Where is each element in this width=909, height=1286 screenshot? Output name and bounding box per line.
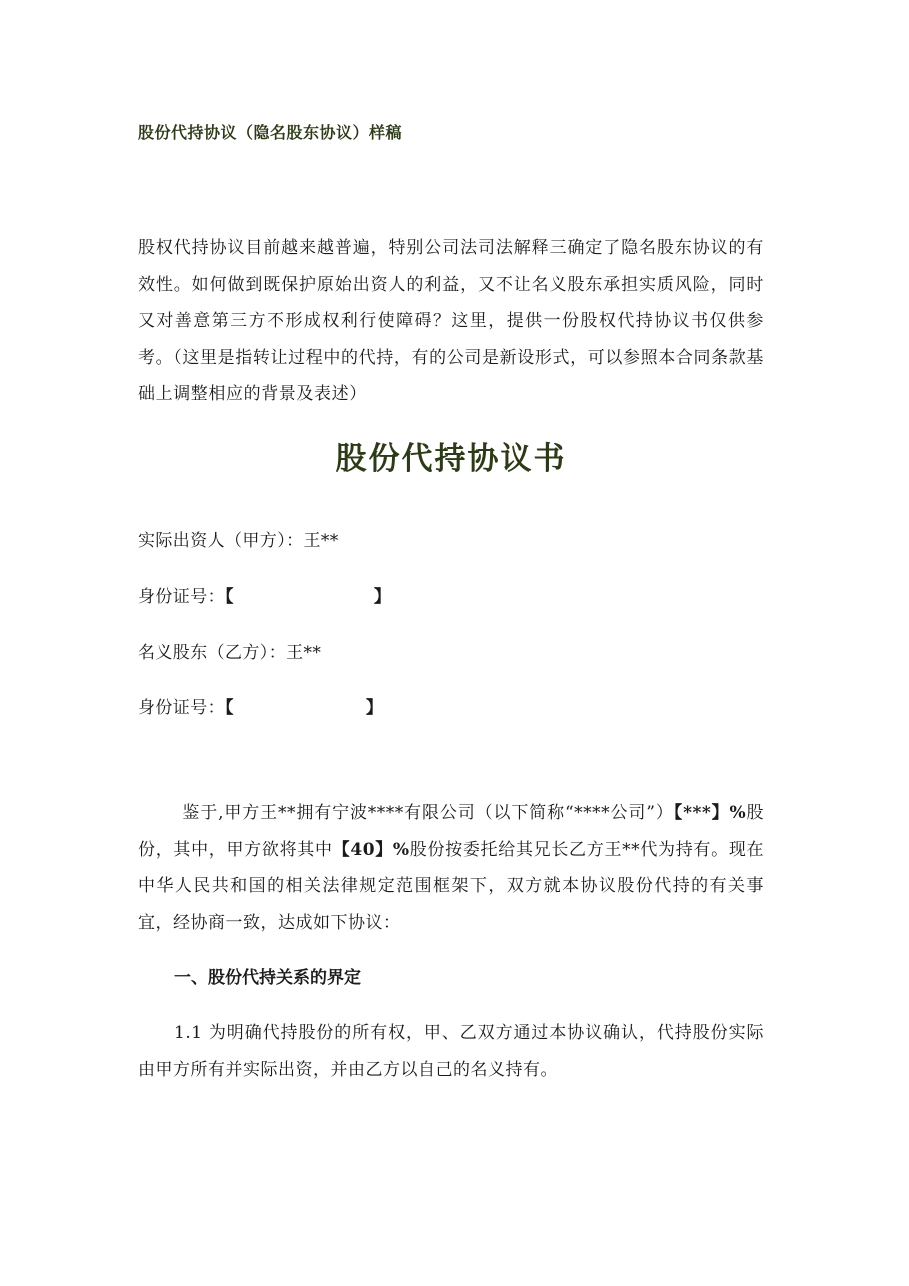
recital-paragraph bbox=[138, 795, 764, 941]
party-a-id-open: 【 bbox=[225, 587, 234, 607]
party-a-id-line bbox=[138, 582, 391, 607]
recital-part-1: 鉴于,甲方王**拥有宁波****有限公司（以下简称“****公司”） bbox=[182, 803, 674, 823]
party-a-line bbox=[138, 526, 339, 551]
party-b-id-line bbox=[138, 693, 383, 718]
recital-entrusted-ratio: 【40】% bbox=[332, 839, 410, 860]
recital-part-3: 股份按委托给其兄长乙方王**代为持有。现在中华人民共和国的相关法律规定范围框架下，双方就本协议股份代持的有关事宜，经协商一致，达成如下协议： bbox=[138, 839, 765, 933]
party-a-id-close: 】 bbox=[373, 587, 392, 607]
party-a-label: 实际出资人（甲方）： bbox=[138, 531, 304, 551]
recital-share-ratio: 【***】% bbox=[673, 803, 747, 823]
party-b-id-close: 】 bbox=[365, 698, 384, 718]
section-1-heading: 一、股份代持关系的界定 bbox=[174, 968, 361, 988]
party-b-id-open: 【 bbox=[225, 698, 234, 718]
party-b-id-label: 身份证号： bbox=[138, 698, 225, 718]
party-a-value: 王** bbox=[303, 531, 339, 551]
party-b-value: 王** bbox=[286, 643, 322, 663]
document-heading: 股份代持协议（隐名股东协议）样稿 bbox=[138, 123, 403, 142]
party-b-line bbox=[138, 638, 321, 663]
party-b-label: 名义股东（乙方）： bbox=[138, 643, 287, 663]
agreement-title: 股份代持协议书 bbox=[335, 441, 567, 477]
intro-paragraph: 股权代持协议目前越来越普遍，特别公司法司法解释三确定了隐名股东协议的有效性。如何做到既保护原始出资人的利益，又不让名义股东承担实质风险，同时又对善意第三方不形成权利行使障碍？这里，提供一份股权代持协议书仅供参考。（这里是指转让过程中的代持，有的公司是新设形式，可以参照本合同条款基础上调整相应的背景及表述） bbox=[138, 238, 764, 404]
recital-part-2: 股份，其中，甲方欲将其中 bbox=[138, 803, 765, 860]
clause-1-1 bbox=[138, 1015, 764, 1088]
clause-1-1-text: 1.1 为明确代持股份的所有权，甲、乙双方通过本协议确认，代持股份实际由甲方所有并实际出资，并由乙方以自己的名义持有。 bbox=[138, 1023, 764, 1080]
party-a-id-label: 身份证号： bbox=[138, 587, 225, 607]
